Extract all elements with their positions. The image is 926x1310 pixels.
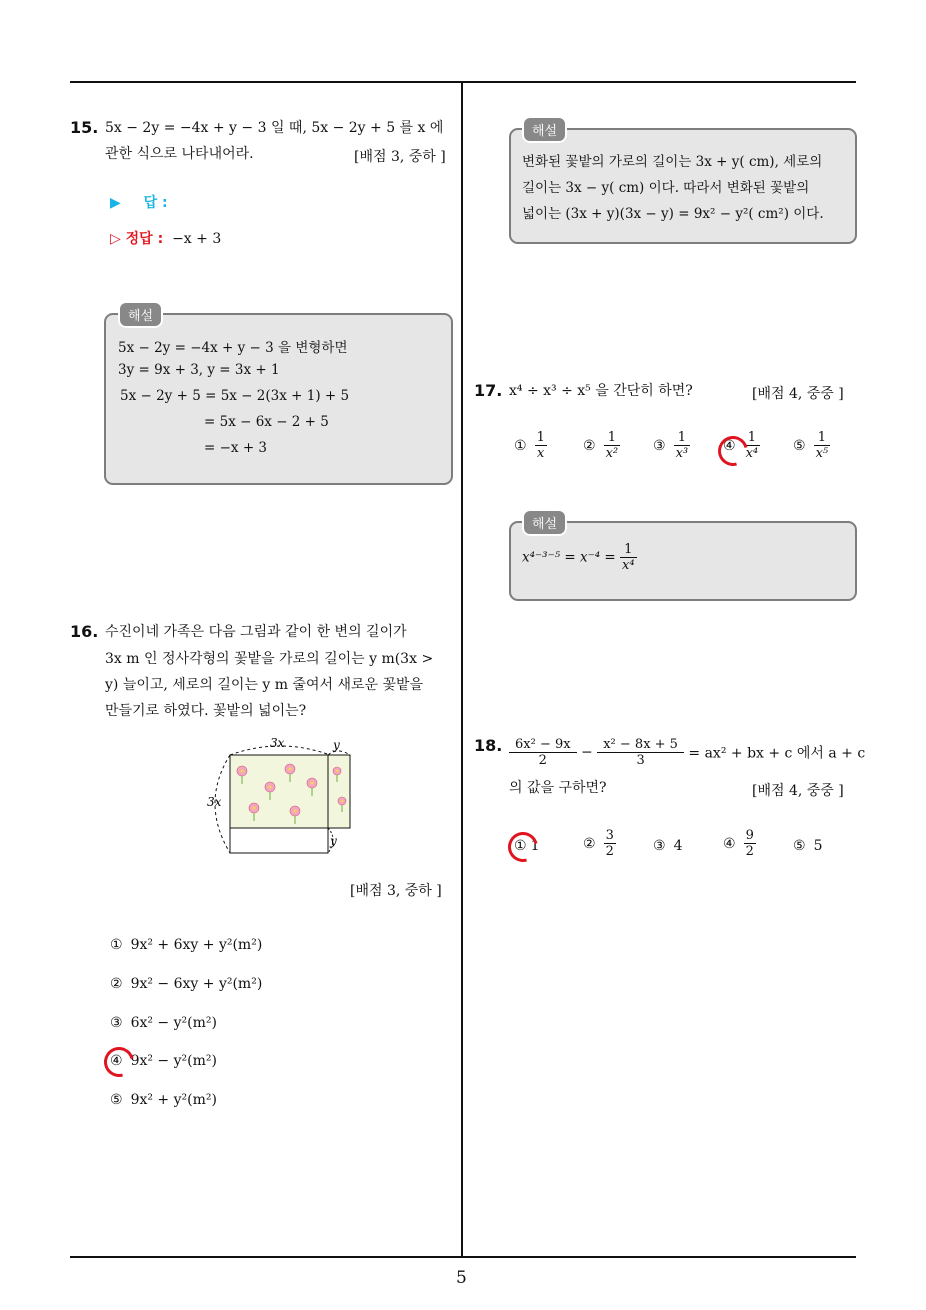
q15-sol-line5: = −x + 3 — [204, 440, 268, 456]
correct-value: −x + 3 — [172, 231, 222, 247]
q16-line2: 3x m 인 정사각형의 꽃밭을 가로의 길이는 y m(3x > — [105, 651, 434, 667]
q17-choice-4[interactable]: ④ $\frac{1}{\text{x⁴}}$ — [723, 430, 759, 461]
q18-number: 18. — [474, 736, 503, 755]
q16-solution-tag: 해설 — [522, 116, 567, 143]
choice-mark: ⑤ — [110, 1092, 123, 1108]
q17-sol-line: x⁴⁻³⁻⁵ = x⁻⁴ = $\frac{1}{\text{x⁴}}$ — [522, 542, 635, 573]
q16-choice-1[interactable]: ① 9x² + 6xy + y²(m²) — [110, 937, 263, 953]
answer-label: 답 : — [143, 195, 168, 211]
q15-line1: 5x − 2y = −4x + y − 3 일 때, 5x − 2y + 5 를 x 에 — [105, 120, 444, 136]
choice-mark: ① — [110, 937, 123, 953]
choice-mark: ③ — [110, 1015, 123, 1031]
garden-figure — [200, 735, 360, 860]
correct-label: 정답 : — [125, 231, 164, 247]
q16-line4: 만들기로 하였다. 꽃밭의 넓이는? — [105, 703, 307, 719]
q17-choice-1[interactable]: ① $\frac{1}{x}$ — [514, 430, 545, 461]
q17-solution-tag: 해설 — [522, 509, 567, 536]
outline-play-icon: ▷ — [110, 231, 121, 247]
q16-choice-5[interactable]: ⑤ 9x² + y²(m²) — [110, 1092, 217, 1108]
fig-side-label: 3x — [207, 795, 222, 809]
choice-mark: ② — [110, 976, 123, 992]
q16-number: 16. — [70, 622, 99, 641]
fig-y-top: y — [333, 738, 340, 752]
top-rule — [70, 81, 856, 83]
q17-choice-2[interactable]: ② $\frac{1}{\text{x²}}$ — [583, 430, 619, 461]
q15-answer-row — [110, 192, 168, 212]
q15-sol-line4: = 5x − 6x − 2 + 5 — [204, 414, 329, 430]
fig-y-bottom: y — [330, 834, 337, 848]
q18-answer-mark — [503, 827, 544, 868]
q18-choice-5[interactable]: ⑤ 5 — [793, 838, 823, 854]
q16-sol-line3: 넓이는 (3x + y)(3x − y) = 9x² − y²( cm²) 이다. — [522, 206, 824, 222]
q15-score: [배점 3, 중하 ] — [354, 149, 446, 165]
q17-text: x⁴ ÷ x³ ÷ x⁵ 을 간단히 하면? — [509, 383, 693, 399]
q17-number: 17. — [474, 381, 503, 400]
q15-line2: 관한 식으로 나타내어라. — [105, 146, 254, 162]
original-garden-square — [230, 755, 328, 828]
bottom-rule — [70, 1256, 856, 1258]
q16-line3: y) 늘이고, 세로의 길이는 y m 줄여서 새로운 꽃밭을 — [105, 677, 424, 693]
q16-sol-line2: 길이는 3x − y( cm) 이다. 따라서 변화된 꽃밭의 — [522, 180, 810, 196]
q17-choice-3[interactable]: ③ $\frac{1}{\text{x³}}$ — [653, 430, 689, 461]
q16-choice-3[interactable]: ③ 6x² − y²(m²) — [110, 1015, 217, 1031]
q18-line2: 의 값을 구하면? — [509, 780, 607, 796]
q16-choice-4[interactable]: ④ 9x² − y²(m²) — [110, 1053, 217, 1069]
removed-strip — [230, 828, 328, 853]
q16-choice-2[interactable]: ② 9x² − 6xy + y²(m²) — [110, 976, 263, 992]
q17-choice-5[interactable]: ⑤ $\frac{1}{\text{x⁵}}$ — [793, 430, 829, 461]
q16-score: [배점 3, 중하 ] — [350, 883, 442, 899]
q15-sol-line1: 5x − 2y = −4x + y − 3 을 변형하면 — [118, 340, 348, 356]
q17-score: [배점 4, 중중 ] — [752, 386, 844, 402]
play-icon: ▶ — [110, 195, 121, 211]
q15-number: 15. — [70, 118, 99, 137]
q18-choice-3[interactable]: ③ 4 — [653, 838, 683, 854]
q18-equation: $\frac{\text{6x² − 9x}}{2}$ − $\frac{\text{x² − 8x + 5}}{3}$ = ax² + bx + c 에서 a + c — [509, 737, 865, 768]
q16-answer-mark — [99, 1042, 140, 1083]
q18-score: [배점 4, 중중 ] — [752, 783, 844, 799]
page-number: 5 — [456, 1268, 467, 1288]
choice-mark: ④ — [110, 1053, 123, 1069]
fig-top-label: 3x — [270, 736, 285, 750]
added-strip — [328, 755, 350, 828]
q15-solution-tag: 해설 — [118, 301, 163, 328]
column-divider — [461, 81, 463, 1258]
q15-sol-line2: 3y = 9x + 3, y = 3x + 1 — [118, 362, 280, 378]
q18-choice-2[interactable]: ② $\frac{3}{2}$ — [583, 828, 614, 859]
q15-sol-line3: 5x − 2y + 5 = 5x − 2(3x + 1) + 5 — [120, 388, 350, 404]
q16-sol-line1: 변화된 꽃밭의 가로의 길이는 3x + y( cm), 세로의 — [522, 154, 823, 170]
q16-line1: 수진이네 가족은 다음 그림과 같이 한 변의 길이가 — [105, 624, 407, 640]
q15-correct-row — [110, 228, 221, 248]
q18-choice-4[interactable]: ④ $\frac{9}{2}$ — [723, 828, 754, 859]
q18-choice-1[interactable]: ① 1 — [514, 838, 540, 854]
